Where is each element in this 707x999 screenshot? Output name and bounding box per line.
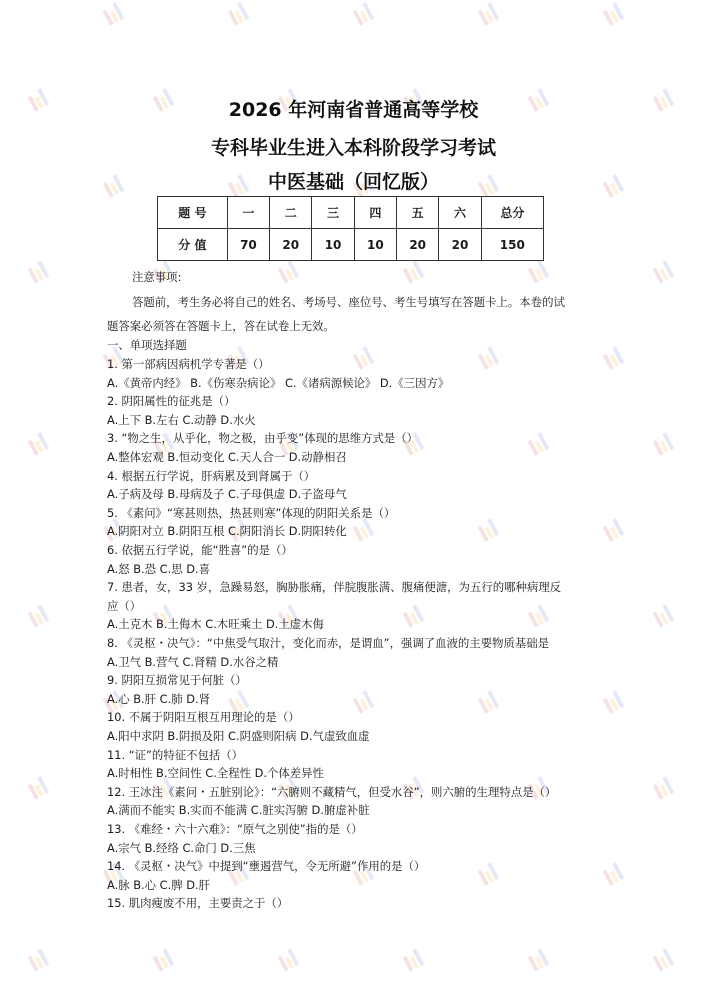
answer-options: A.时相性 B.空间性 C.全程性 D.个体差异性 <box>107 766 324 781</box>
question-line: 4. 根据五行学说，肝病累及到肾属于（） <box>107 468 316 483</box>
notice-title: 注意事项: <box>132 270 182 284</box>
score-cell: 六 <box>439 197 481 229</box>
question-line: 应（） <box>107 598 142 613</box>
score-cell: 20 <box>439 229 481 261</box>
exam-title-line3: 中医基础（回忆版） <box>267 171 439 193</box>
score-cell: 20 <box>397 229 439 261</box>
score-cell: 10 <box>354 229 396 261</box>
answer-options: A.阴阳对立 B.阴阳互根 C.阴阳消长 D.阴阳转化 <box>107 524 347 539</box>
question-line: 11. “证”的特征不包括（） <box>107 747 244 762</box>
score-cell: 三 <box>312 197 354 229</box>
notice-line: 题答案必须答在答题卡上，答在试卷上无效。 <box>107 319 335 333</box>
exam-title-line1: 2026 年河南省普通高等学校 <box>228 99 479 121</box>
question-line: 13. 《难经・六十六难》：“原气之别使”指的是（） <box>107 822 363 836</box>
question-line: 6. 依据五行学说，能“胜喜”的是（） <box>107 543 293 557</box>
question-line: 2. 阴阳属性的征兆是（） <box>107 394 236 409</box>
score-cell: 总分 <box>481 197 543 229</box>
question-line: 12. 王冰注《素问・五脏别论》：“六腑则不藏精气，但受水谷”，则六腑的生理特点是（） <box>107 784 557 799</box>
score-table-value-row <box>158 229 544 261</box>
question-line: 15. 肌肉瘦废不用，主要责之于（） <box>107 896 289 911</box>
section-title: 一、单项选择题 <box>107 338 187 352</box>
question-line: 3. “物之生，从乎化，物之极，由乎变”体现的思维方式是（） <box>107 431 419 446</box>
score-cell: 题 号 <box>158 197 228 229</box>
score-cell: 二 <box>270 197 312 229</box>
answer-options: A.土克木 B.土侮木 C.木旺乘土 D.土虚木侮 <box>107 617 324 632</box>
answer-options: A.怒 B.恐 C.思 D.喜 <box>107 561 211 576</box>
score-table-header-row <box>158 197 544 229</box>
answer-options: A.《黄帝内经》 B.《伤寒杂病论》 C.《诸病源候论》 D.《三因方》 <box>107 375 450 390</box>
answer-options: A.满而不能实 B.实而不能满 C.脏实泻腑 D.腑虚补脏 <box>107 803 370 818</box>
answer-options: A.脉 B.心 C.脾 D.肝 <box>107 877 211 892</box>
score-cell: 20 <box>270 229 312 261</box>
answer-options: A.子病及母 B.母病及子 C.子母俱虚 D.子盗母气 <box>107 487 347 502</box>
score-cell: 150 <box>481 229 543 261</box>
answer-options: A.整体宏观 B.恒动变化 C.天人合一 D.动静相召 <box>107 450 347 464</box>
answer-options: A.宗气 B.经络 C.命门 D.三焦 <box>107 840 256 855</box>
question-line: 10. 不属于阴阳互根互用理论的是（） <box>107 710 300 725</box>
question-line: 7. 患者，女，33 岁，急躁易怒，胸胁胀痛，伴脘腹胀满、腹痛便溏，为五行的哪种病理反 <box>107 580 562 595</box>
score-cell: 10 <box>312 229 354 261</box>
question-line: 14. 《灵枢・决气》中提到“壅遏营气，令无所避”作用的是（） <box>107 859 426 874</box>
question-line: 9. 阴阳互损常见于何脏（） <box>107 673 247 688</box>
score-cell: 分 值 <box>158 229 228 261</box>
score-cell: 一 <box>227 197 269 229</box>
question-line: 8. 《灵枢・决气》：“中焦受气取汁，变化而赤，是谓血”，强调了血液的主要物质基础是 <box>107 636 550 650</box>
answer-options: A.阳中求阴 B.阴损及阳 C.阴盛则阳病 D.气虚致血虚 <box>107 729 370 743</box>
notice-line: 答题前，考生务必将自己的姓名、考场号、座位号、考生号填写在答题卡上。本卷的试 <box>132 295 565 309</box>
question-line: 5. 《素问》“寒甚则热，热甚则寒”体现的阴阳关系是（） <box>107 505 396 520</box>
score-cell: 四 <box>354 197 396 229</box>
exam-title-line2: 专科毕业生进入本科阶段学习考试 <box>210 137 496 159</box>
score-table <box>157 196 544 261</box>
question-line: 1. 第一部病因病机学专著是（） <box>107 357 270 371</box>
answer-options: A.上下 B.左右 C.动静 D.水火 <box>107 412 256 427</box>
answer-options: A.心 B.肝 C.肺 D.肾 <box>107 691 211 706</box>
score-cell: 五 <box>397 197 439 229</box>
score-cell: 70 <box>227 229 269 261</box>
answer-options: A.卫气 B.营气 C.肾精 D.水谷之精 <box>107 654 279 669</box>
